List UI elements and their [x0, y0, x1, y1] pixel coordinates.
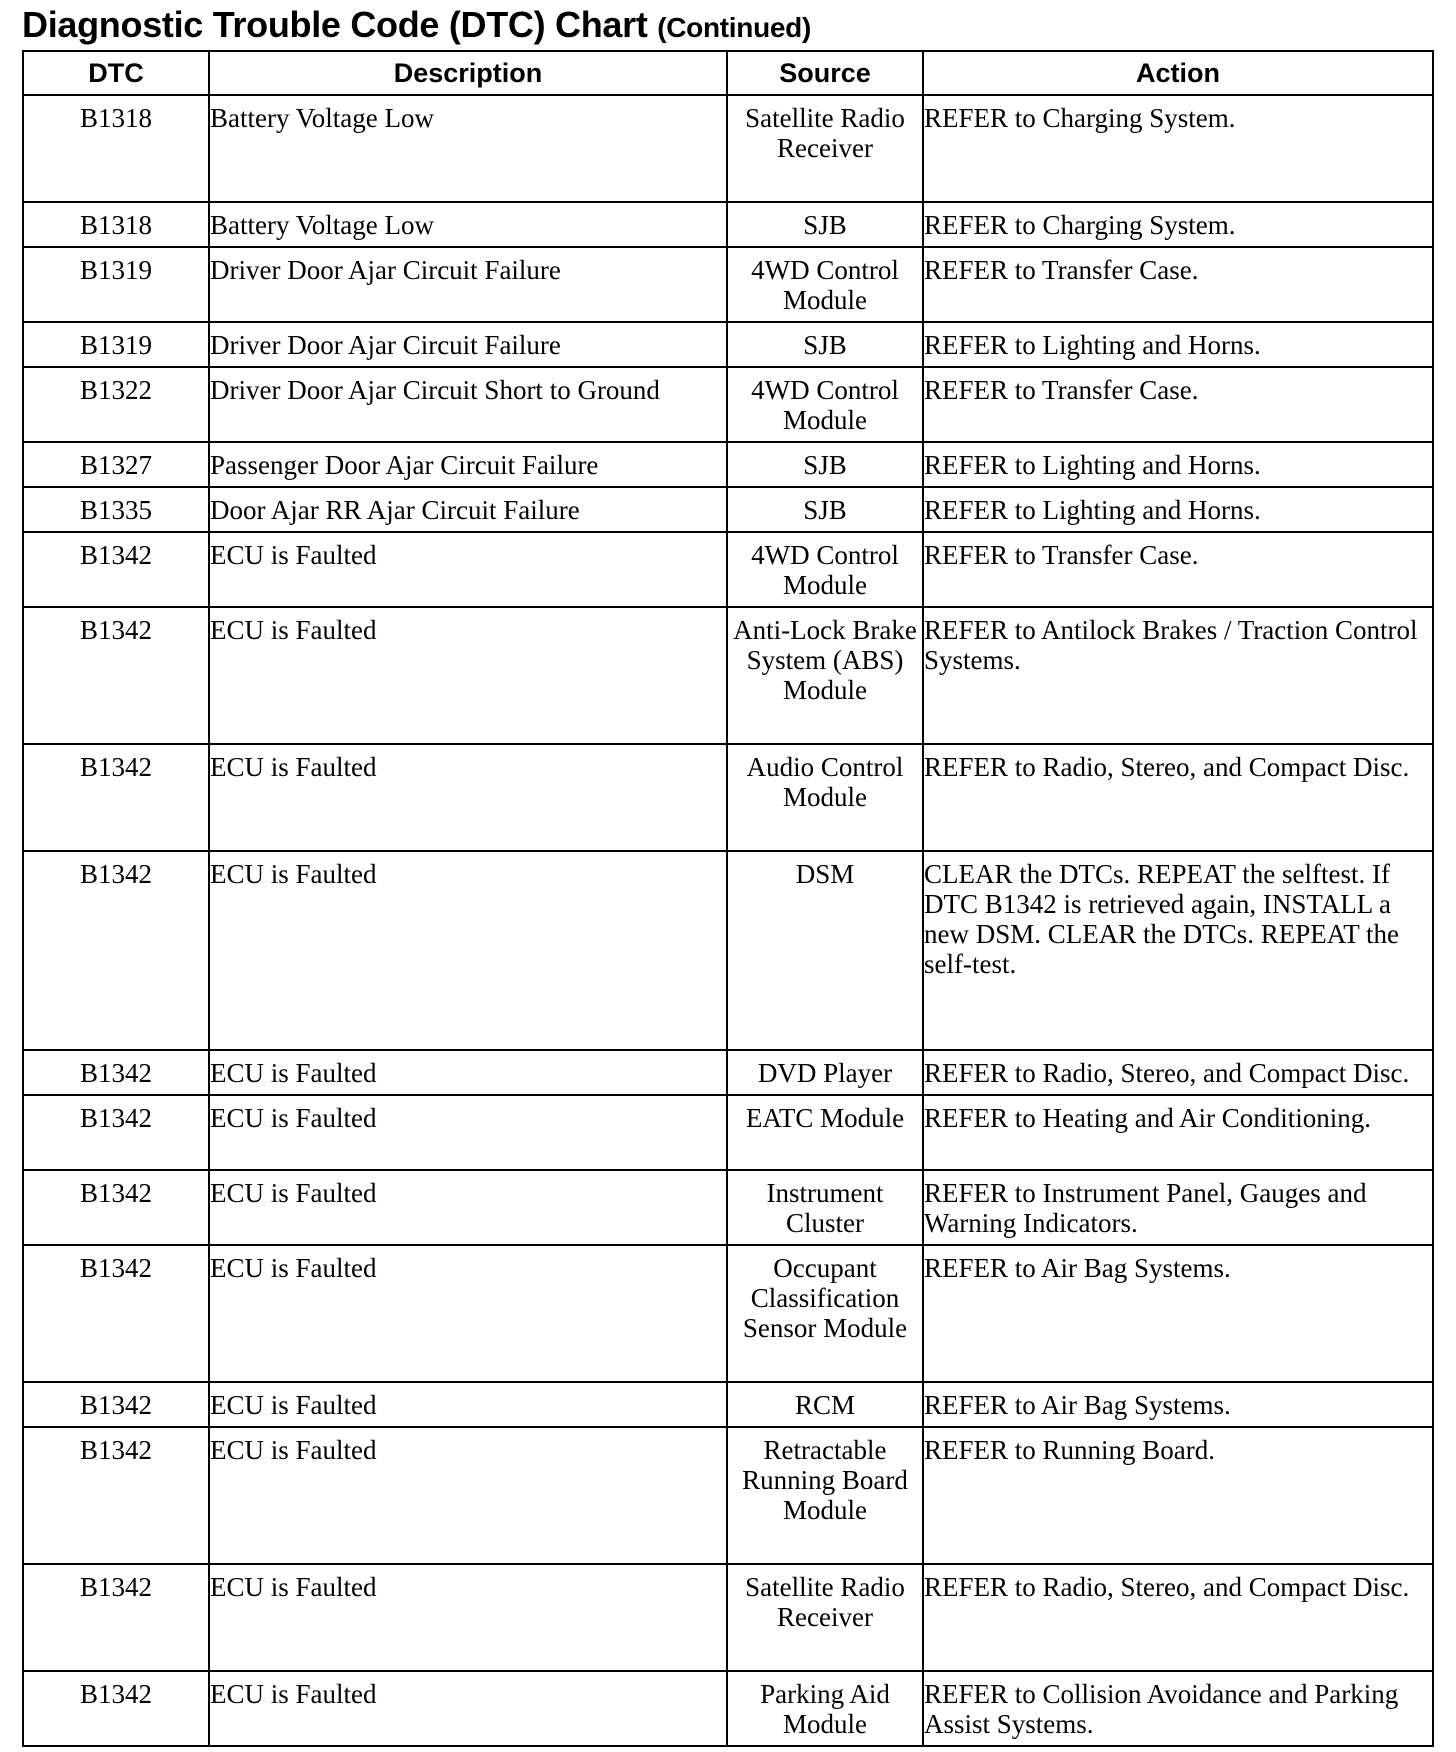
table-row — [23, 247, 1433, 322]
cell-dtc: B1322 — [23, 367, 209, 442]
cell-action: REFER to Heating and Air Conditioning. — [923, 1095, 1433, 1170]
cell-dtc: B1319 — [23, 322, 209, 367]
cell-source: Retractable Running Board Module — [727, 1427, 923, 1564]
header-dtc: DTC — [23, 51, 209, 95]
cell-dtc: B1318 — [23, 202, 209, 247]
cell-action: REFER to Transfer Case. — [923, 367, 1433, 442]
table-row — [23, 607, 1433, 744]
cell-action: REFER to Transfer Case. — [923, 247, 1433, 322]
dtc-table — [22, 50, 1434, 1747]
page-title — [22, 4, 811, 46]
cell-dtc: B1342 — [23, 1564, 209, 1671]
cell-action: REFER to Radio, Stereo, and Compact Disc. — [923, 1050, 1433, 1095]
cell-description: ECU is Faulted — [209, 1427, 727, 1564]
cell-dtc: B1342 — [23, 532, 209, 607]
cell-description: ECU is Faulted — [209, 607, 727, 744]
table-row — [23, 202, 1433, 247]
cell-source: SJB — [727, 202, 923, 247]
cell-dtc: B1342 — [23, 1050, 209, 1095]
title-suffix: (Continued) — [657, 12, 811, 43]
cell-source: DVD Player — [727, 1050, 923, 1095]
table-row — [23, 1382, 1433, 1427]
cell-source: 4WD Control Module — [727, 532, 923, 607]
cell-dtc: B1342 — [23, 1170, 209, 1245]
table-row — [23, 851, 1433, 1050]
cell-description: ECU is Faulted — [209, 1050, 727, 1095]
cell-description: Battery Voltage Low — [209, 95, 727, 202]
cell-action: REFER to Radio, Stereo, and Compact Disc. — [923, 744, 1433, 851]
cell-source: EATC Module — [727, 1095, 923, 1170]
cell-description: Driver Door Ajar Circuit Failure — [209, 247, 727, 322]
cell-dtc: B1342 — [23, 851, 209, 1050]
cell-action: REFER to Lighting and Horns. — [923, 487, 1433, 532]
table-row — [23, 1170, 1433, 1245]
cell-description: Driver Door Ajar Circuit Failure — [209, 322, 727, 367]
cell-dtc: B1342 — [23, 1382, 209, 1427]
cell-description: Driver Door Ajar Circuit Short to Ground — [209, 367, 727, 442]
table-row — [23, 367, 1433, 442]
cell-source: Anti-Lock Brake System (ABS) Module — [727, 607, 923, 744]
table-row — [23, 1095, 1433, 1170]
cell-description: ECU is Faulted — [209, 851, 727, 1050]
cell-description: Door Ajar RR Ajar Circuit Failure — [209, 487, 727, 532]
cell-action: REFER to Lighting and Horns. — [923, 442, 1433, 487]
cell-description: ECU is Faulted — [209, 1671, 727, 1746]
cell-source: SJB — [727, 442, 923, 487]
cell-description: ECU is Faulted — [209, 1095, 727, 1170]
cell-source: DSM — [727, 851, 923, 1050]
header-description: Description — [209, 51, 727, 95]
cell-dtc: B1342 — [23, 607, 209, 744]
cell-dtc: B1327 — [23, 442, 209, 487]
table-row — [23, 532, 1433, 607]
table-row — [23, 1427, 1433, 1564]
cell-dtc: B1342 — [23, 744, 209, 851]
table-row — [23, 1564, 1433, 1671]
table-row — [23, 1245, 1433, 1382]
cell-description: ECU is Faulted — [209, 532, 727, 607]
cell-source: Satellite Radio Receiver — [727, 1564, 923, 1671]
cell-source: Occupant Classification Sensor Module — [727, 1245, 923, 1382]
table-row — [23, 487, 1433, 532]
cell-description: Passenger Door Ajar Circuit Failure — [209, 442, 727, 487]
cell-dtc: B1342 — [23, 1427, 209, 1564]
cell-description: ECU is Faulted — [209, 1170, 727, 1245]
cell-source: RCM — [727, 1382, 923, 1427]
table-row — [23, 1050, 1433, 1095]
cell-action: REFER to Radio, Stereo, and Compact Disc. — [923, 1564, 1433, 1671]
cell-action: CLEAR the DTCs. REPEAT the selftest. If DTC B1342 is retrieved again, INSTALL a new DSM. CLEAR the DTCs. REPEAT the self-test. — [923, 851, 1433, 1050]
cell-dtc: B1318 — [23, 95, 209, 202]
cell-source: SJB — [727, 487, 923, 532]
cell-source: Audio Control Module — [727, 744, 923, 851]
chart-title: Diagnostic Trouble Code (DTC) Chart — [22, 4, 648, 45]
table-row — [23, 1671, 1433, 1746]
cell-action: REFER to Charging System. — [923, 95, 1433, 202]
cell-action: REFER to Transfer Case. — [923, 532, 1433, 607]
cell-dtc: B1335 — [23, 487, 209, 532]
cell-description: ECU is Faulted — [209, 1564, 727, 1671]
cell-action: REFER to Antilock Brakes / Traction Control Systems. — [923, 607, 1433, 744]
cell-source: SJB — [727, 322, 923, 367]
cell-description: ECU is Faulted — [209, 1245, 727, 1382]
table-row — [23, 95, 1433, 202]
cell-source: Satellite Radio Receiver — [727, 95, 923, 202]
cell-description: Battery Voltage Low — [209, 202, 727, 247]
header-row — [23, 51, 1433, 95]
cell-dtc: B1342 — [23, 1095, 209, 1170]
cell-action: REFER to Charging System. — [923, 202, 1433, 247]
cell-action: REFER to Lighting and Horns. — [923, 322, 1433, 367]
cell-dtc: B1342 — [23, 1245, 209, 1382]
cell-source: 4WD Control Module — [727, 247, 923, 322]
cell-dtc: B1319 — [23, 247, 209, 322]
header-action: Action — [923, 51, 1433, 95]
header-source: Source — [727, 51, 923, 95]
cell-dtc: B1342 — [23, 1671, 209, 1746]
cell-description: ECU is Faulted — [209, 1382, 727, 1427]
cell-action: REFER to Air Bag Systems. — [923, 1245, 1433, 1382]
cell-action: REFER to Instrument Panel, Gauges and Warning Indicators. — [923, 1170, 1433, 1245]
cell-action: REFER to Collision Avoidance and Parking Assist Systems. — [923, 1671, 1433, 1746]
cell-action: REFER to Air Bag Systems. — [923, 1382, 1433, 1427]
cell-source: 4WD Control Module — [727, 367, 923, 442]
table-row — [23, 442, 1433, 487]
cell-description: ECU is Faulted — [209, 744, 727, 851]
cell-source: Parking Aid Module — [727, 1671, 923, 1746]
cell-action: REFER to Running Board. — [923, 1427, 1433, 1564]
table-row — [23, 744, 1433, 851]
cell-source: Instrument Cluster — [727, 1170, 923, 1245]
table-row — [23, 322, 1433, 367]
